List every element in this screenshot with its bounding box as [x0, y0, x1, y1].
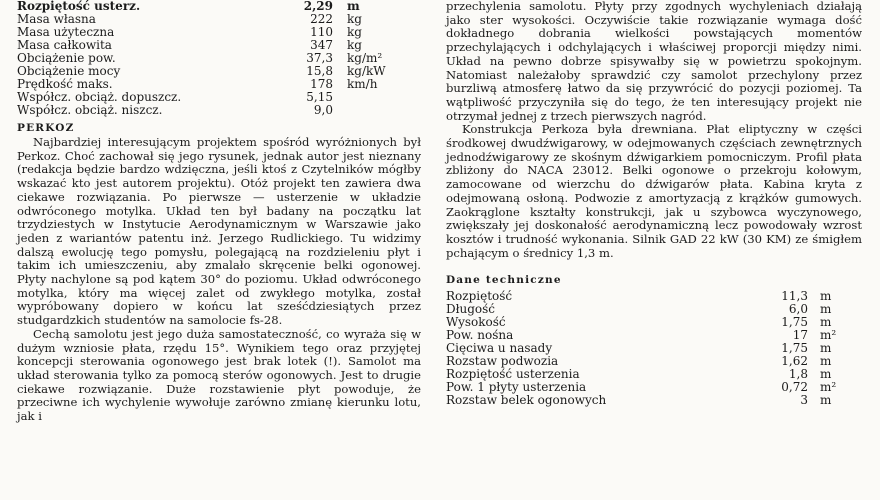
spec-row: Rozpiętość 11,3 m	[446, 289, 832, 304]
spec-row: Obciążenie pow. 37,3 kg/m²	[17, 51, 383, 65]
right-column	[446, 0, 862, 407]
spec-row: Rozstaw podwozia 1,62 m	[446, 354, 832, 369]
paragraph: Najbardziej interesującym projektem spośród wyróżnionych był Perkoz. Choć zachował się jego rysunek, jednak autor jest nieznany (redakcja będzie bardzo wdzięczna, jeśli ktoś z Czytelników mógłby wskazać kto jest autorem projektu). Otóż projekt ten zawiera dwa ciekawe rozwiązania. Po pierwsze — usterzenie w układzie odwróconego motylka. Układ ten był badany na początku lat trzydziestych w Instytucie Aerodynamicznym w Warszawie jako jeden z wariantów patentu inż. Jerzego Rudlickiego. Tu widzimy dalszą ewolucję tego pomysłu, polegającą na rozdzieleniu płyt i takim ich umieszczeniu, aby zmalało skręcenie belki ogonowej. Płyty nachylone są pod kątem 30° do poziomu. Układ odwróconego motylka, który ma więcej zalet od zwykłego motylka, został wypróbowany dopiero w końcu lat sześćdziesiątych przez studgardzkich studentów na samolocie fs-28.	[17, 135, 421, 328]
spec-row: Współcz. obciąż. dopuszcz. 5,15	[17, 90, 333, 104]
spec-row: Rozstaw belek ogonowych 3 m	[446, 393, 832, 408]
tech-data-heading: Dane techniczne	[446, 274, 562, 287]
spec-row: Masa całkowita 347 kg	[17, 38, 362, 52]
spec-row: Rozpiętość usterzenia 1,8 m	[446, 367, 832, 382]
spec-row: Pow. 1 płyty usterzenia 0,72 m²	[446, 380, 837, 395]
spec-row: Współcz. obciąż. niszcz. 9,0	[17, 103, 333, 117]
spec-row: Prędkość maks. 178 km/h	[17, 77, 378, 91]
left-specs-table	[17, 0, 417, 117]
tech-data-table	[446, 290, 860, 407]
spec-row: Rozpiętość usterz. 2,29 m	[17, 0, 360, 13]
spec-row: Cięciwa u nasady 1,75 m	[446, 341, 832, 356]
spec-row: Wysokość 1,75 m	[446, 315, 832, 330]
spec-row: Pow. nośna 17 m²	[446, 328, 837, 343]
spec-row: Długość 6,0 m	[446, 302, 832, 317]
spec-row: Masa własna 222 kg	[17, 12, 362, 26]
left-column	[17, 0, 421, 424]
paragraph: Konstrukcja Perkoza była drewniana. Płat eliptyczny w części środkowej dwudźwigarowy, w odejmowanych częściach zewnętrznych jednodźwigarowy ze skośnym dźwigarkiem pomocniczym. Profil płata zbliżony do NACA 23012. Belki ogonowe o przekroju kołowym, zamocowane od wierzchu do dźwigarów płata. Kabina kryta z odejmowaną osłoną. Podwozie z amortyzacją z krążków gumowych. Zaokrąglone kształty konstrukcji, jak u szybowca wyczynowego, zwiększały jej doskonałość aerodynamiczną lecz powodowały wzrost kosztów i trudność wykonania. Silnik GAD 22 kW (30 KM) ze śmigłem pchającym o średnicy 1,3 m.	[446, 122, 862, 260]
spec-row: Masa użyteczna 110 kg	[17, 25, 362, 39]
section-heading: PERKOZ	[17, 122, 75, 134]
paragraph: Cechą samolotu jest jego duża samostateczność, co wyraża się w dużym wzniosie płata, rzędu 15°. Wynikiem tego oraz przyjętej koncepcji sterowania ogonowego jest brak lotek (!). Samolot ma układ sterowania tylko za pomocą sterów ogonowych. Jest to drugie ciekawe rozwiązanie. Duże rozstawienie płyt powoduje, że przeciwne ich wychylenie wywołuje zarówno zmianę kierunku lotu, jak i	[17, 326, 421, 424]
spacer	[446, 260, 862, 274]
paragraph: przechylenia samolotu. Płyty przy zgodnych wychyleniach działają jako ster wysokości. Oczywiście takie rozwiązanie wymaga dość dokładnego dobrania wielkości powstających momentów przechylających i odchylających i właściwej proporcji między nimi. Układ na pewno dobrze spisywałby się w powietrzu spokojnym. Natomiast należałoby sprawdzić czy samolot przechylony przez burzliwą atmosferę łatwo da się przywrócić do pozycji poziomej. Ta wątpliwość przyczyniła się do tego, że ten interesujący projekt nie otrzymał jednej z trzech pierwszych nagród.	[446, 0, 862, 123]
spec-row: Obciążenie mocy 15,8 kg/kW	[17, 64, 386, 78]
